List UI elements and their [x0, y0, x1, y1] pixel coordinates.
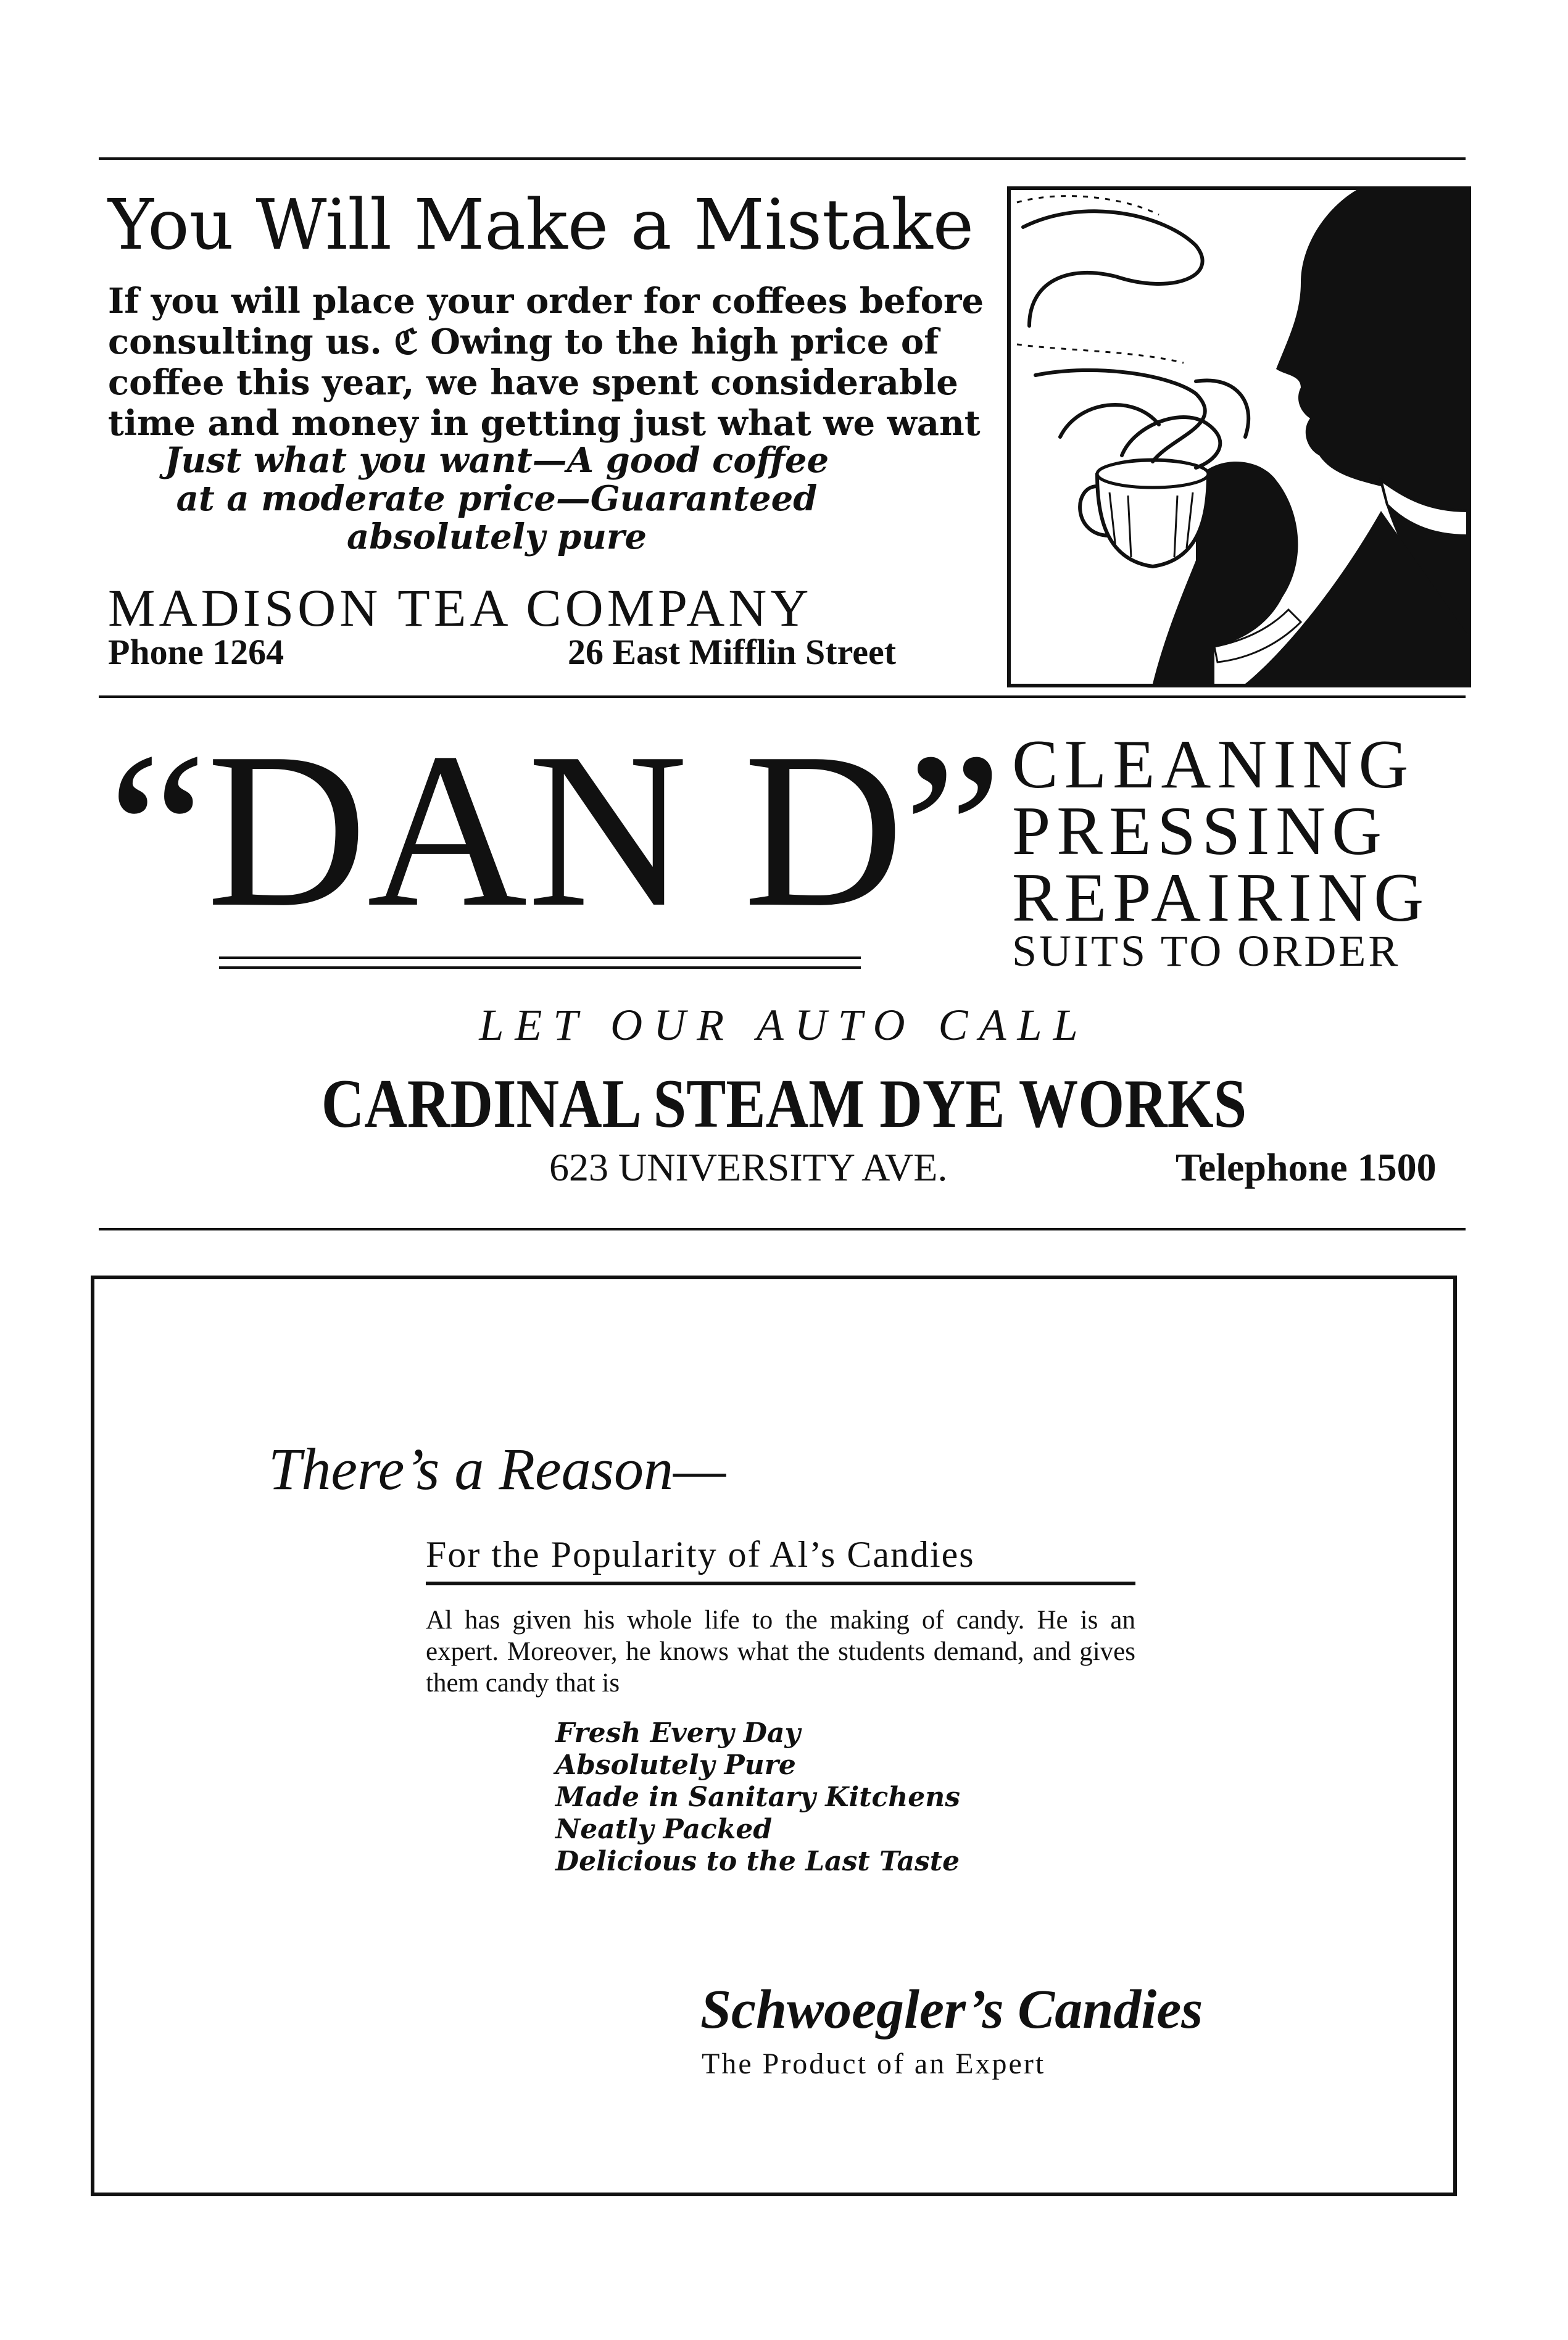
ad1-headline: You Will Make a Mistake: [108, 185, 974, 265]
ad1-slogan-line: Just what you want—A good coffee: [164, 440, 829, 481]
ad3-brand: Schwoegler’s Candies: [700, 1979, 1203, 2040]
ad2-brand: “DAN D”: [108, 707, 1003, 953]
ad1-slogan: [111, 441, 882, 556]
ad3-feature: Absolutely Pure: [555, 1749, 796, 1781]
ad1-body-line: consulting us. ℭ Owing to the high price of: [108, 322, 939, 362]
ad3-features-list: [555, 1717, 960, 1878]
ad2-suits-to-order: SUITS TO ORDER: [1012, 926, 1401, 976]
ad3-headline: There’s a Reason—: [268, 1436, 726, 1502]
ad1-company-name: MADISON TEA COMPANY: [108, 578, 813, 637]
ad2-tagline: LET OUR AUTO CALL: [479, 1000, 1089, 1050]
ad3-paragraph: Al has given his whole life to the making of candy. He is an expert. Moreover, he knows what the students demand, and gives them candy that is: [426, 1606, 1135, 1698]
double-rule-bottom: [219, 966, 861, 969]
ad3-feature: Neatly Packed: [555, 1814, 773, 1845]
ad2-company-name: CARDINAL STEAM DYE WORKS: [321, 1066, 1247, 1142]
silhouette-coffee-icon: [1011, 190, 1467, 684]
section-rule: [99, 1228, 1466, 1230]
ad2-service-pressing: PRESSING: [1012, 793, 1388, 869]
ad2-service-repairing: REPAIRING: [1012, 860, 1430, 936]
ad1-address: 26 East Mifflin Street: [568, 632, 897, 672]
double-rule-top: [219, 956, 861, 959]
section-rule: [99, 695, 1466, 698]
ad1-slogan-line: absolutely pure: [346, 517, 647, 557]
coffee-drinker-illustration: [1007, 186, 1471, 687]
ad3-subhead-rule: [426, 1582, 1135, 1585]
ad1-body-line: If you will place your order for coffees before: [108, 281, 984, 322]
ad3-feature: Delicious to the Last Taste: [555, 1846, 960, 1877]
ad1-body-line: coffee this year, we have spent considerable: [108, 362, 958, 403]
ad2-service-cleaning: CLEANING: [1012, 726, 1415, 803]
ad3-feature: Fresh Every Day: [555, 1717, 801, 1749]
ad3-brand-tagline: The Product of an Expert: [702, 2047, 1046, 2080]
ad2-address: 623 UNIVERSITY AVE.: [549, 1145, 948, 1189]
ad1-body-line: time and money in getting just what we want: [108, 403, 981, 444]
ad1-body: [108, 281, 984, 444]
top-rule: [99, 157, 1466, 160]
ad2-telephone: Telephone 1500: [1176, 1145, 1437, 1189]
ad3-feature: Made in Sanitary Kitchens: [555, 1782, 961, 1813]
ad1-phone: Phone 1264: [108, 632, 284, 672]
ad1-slogan-line: at a moderate price—Guaranteed: [176, 478, 818, 519]
ad3-subhead: For the Popularity of Al’s Candies: [426, 1534, 975, 1575]
